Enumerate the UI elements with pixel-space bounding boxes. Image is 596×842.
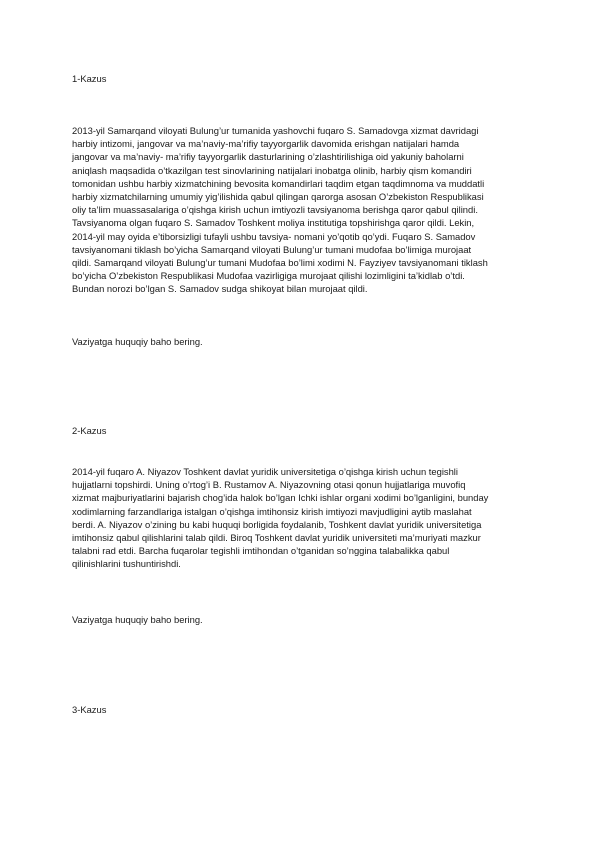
case-2-line: xizmat majburiyatlarini bajarish chog’ida halok bo’lgan Ichki ishlar organi xodimi bo’lganligini, bunday	[72, 492, 489, 504]
case-2-line: talabni rad etdi. Barcha fuqarolar tegishli imtihondan o’tganidan so’nggina talabalikka qabul	[72, 545, 450, 557]
case-1-line: harbiy intizomi, jangovar va ma’naviy-ma’rifiy tayyorgarlik davomida erishgan natijalari hamda	[72, 138, 460, 150]
case-1-prompt: Vaziyatga huquqiy baho bering.	[72, 336, 203, 347]
case-1-line: jangovar va ma’naviy- ma’rifiy tayyorgarlik dasturlarining o’zlashtirilishiga oid yakuniy baholarni	[72, 151, 464, 163]
case-1-line: bo’yicha O’zbekiston Respublikasi Mudofaa vazirligiga murojaat qilishi lozimligini ta’kidlab o’tdi.	[72, 270, 465, 282]
case-2-line: imtihonsiz qabul qilishlarini talab qildi. Biroq Toshkent davlat yuridik universiteti ma’muriyati mazkur	[72, 532, 481, 544]
case-2-prompt: Vaziyatga huquqiy baho bering.	[72, 614, 203, 625]
case-2-text	[72, 465, 532, 571]
case-1-text	[72, 124, 532, 296]
case-1-title: 1-Kazus	[72, 73, 107, 84]
case-2-line: qilinishlarini tushuntirishdi.	[72, 558, 181, 570]
case-2-line: hujjatlarni topshirdi. Uning o’rtog’i B. Rustamov A. Niyazovning otasi qonun hujjatlariga muvofiq	[72, 479, 466, 491]
case-1-line: tomonidan ushbu harbiy xizmatchining bevosita komandirlari taqdim etgan taqdimnoma va muddatli	[72, 177, 485, 189]
case-1-line: oliy ta’lim muassasalariga o’qishga kirish uchun imtiyozli tavsiyanoma berishga qaror qabul qilindi.	[72, 204, 478, 216]
case-1-line: tavsiyanomani tiklash bo’yicha Samarqand viloyati Bulung’ur tumani mudofaa bo’limiga murojaat	[72, 243, 472, 255]
case-2-line: 2014-yil fuqaro A. Niyazov Toshkent davlat yuridik universitetiga o’qishga kirish uchun tegishli	[72, 466, 458, 477]
case-1-line: aniqlash maqsadida o’tkazilgan test sinovlarining natijalari inobatga olinib, harbiy qism komandiri	[72, 164, 472, 176]
case-1-line: harbiy xizmatchilarning umumiy yig’ilishida qabul qilingan qarorga asosan O’zbekiston Respublikasi	[72, 191, 484, 203]
case-2-line: xodimlarning farzandlariga istalgan o’qishga imtihonsiz kirish imtiyozi mavjudligini aytib maslahat	[72, 505, 472, 517]
case-1-line: Bundan norozi bo’lgan S. Samadov sudga shikoyat bilan murojaat qildi.	[72, 283, 368, 295]
case-1-line: 2013-yil Samarqand viloyati Bulung’ur tumanida yashovchi fuqaro S. Samadovga xizmat davridagi	[72, 125, 479, 136]
case-1-line: qildi. Samarqand viloyati Bulung’ur tumani Mudofaa bo’limi xodimi N. Fayziyev tavsiyanomani tiklash	[72, 257, 488, 269]
case-2-title: 2-Kazus	[72, 425, 107, 436]
case-2-line: berdi. A. Niyazov o’zining bu kabi huquqi borligida foydalanib, Toshkent davlat yuridik universitetiga	[72, 518, 482, 530]
case-1-line: 2014-yil may oyida e’tiborsizligi tufayli ushbu tavsiya- nomani yo’qotib qo’ydi. Fuqaro S. Samadov	[72, 230, 476, 242]
case-1-line: Tavsiyanoma olgan fuqaro S. Samadov Toshkent moliya institutiga topshirishga qaror qildi. Lekin,	[72, 217, 475, 229]
case-3-title: 3-Kazus	[72, 704, 107, 715]
